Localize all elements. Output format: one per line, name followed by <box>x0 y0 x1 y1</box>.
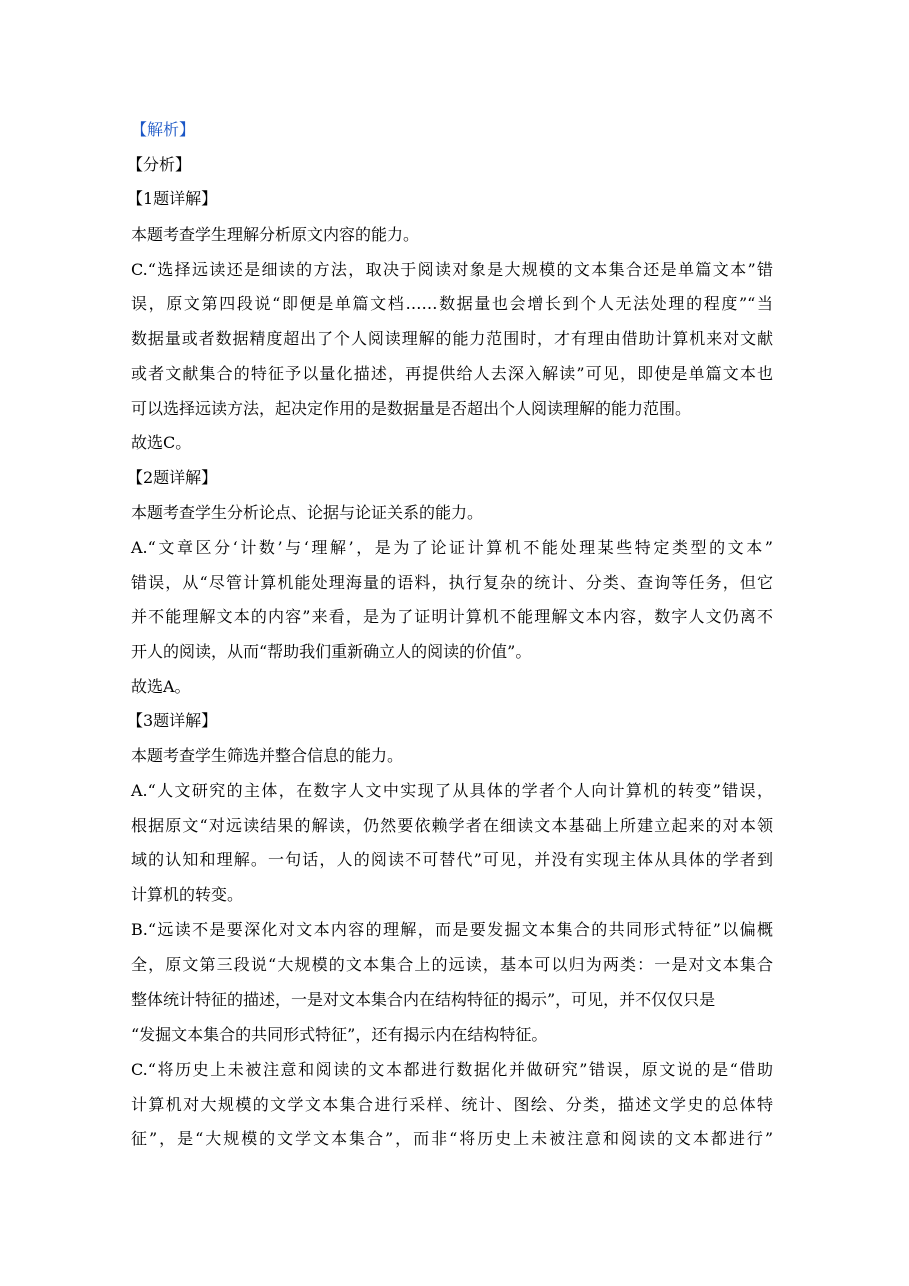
q3-a-line: 计算机的转变。 <box>131 885 244 904</box>
q1-intro: 本题考查学生理解分析原文内容的能力。 <box>131 225 420 244</box>
q1-answer: 故选C。 <box>131 433 192 452</box>
q3-b-line: 全，原文第三段说“大规模的文本集合上的远读，基本可以归为两类：一是对文本集合 <box>131 955 773 974</box>
q3-a-line: A.“人文研究的主体，在数字人文中实现了从具体的学者个人向计算机的转变”错误， <box>131 781 773 800</box>
q3-b-line: “发掘文本集合的共同形式特征”，还有揭示内在结构特征。 <box>131 1025 548 1044</box>
q2-line: 开人的阅读，从而“帮助我们重新确立人的阅读的价值”。 <box>131 642 532 661</box>
q3-c-line: 计算机对大规模的文学文本集合进行采样、统计、图绘、分类，描述文学史的总体特 <box>131 1095 773 1114</box>
q1-line: 可以选择远读方法，起决定作用的是数据量是否超出个人阅读理解的能力范围。 <box>131 399 692 418</box>
q3-a-line: 根据原文“对远读结果的解读，仍然要依赖学者在细读文本基础上所建立起来的对本领 <box>131 816 773 835</box>
q2-line: 并不能理解文本的内容”来看，是为了证明计算机不能理解文本内容，数字人文仍离不 <box>131 607 773 626</box>
q3-b-line: 整体统计特征的描述，一是对文本集合内在结构特征的揭示”，可见，并不仅仅只是 <box>131 990 716 1009</box>
q2-heading: 【2题详解】 <box>127 468 218 487</box>
q2-answer: 故选A。 <box>131 677 191 696</box>
q3-intro: 本题考查学生筛选并整合信息的能力。 <box>131 746 404 765</box>
q2-line: 错误，从“尽管计算机能处理海量的语料，执行复杂的统计、分类、查询等任务，但它 <box>131 573 773 592</box>
q1-heading: 【1题详解】 <box>127 189 218 208</box>
q3-c-line: 征”，是“大规模的文学文本集合”，而非“将历史上未被注意和阅读的文本都进行” <box>131 1129 773 1148</box>
analysis-label: 【解析】 <box>131 120 196 139</box>
q2-line: A.“文章区分‘计数’与‘理解’，是为了论证计算机不能处理某些特定类型的文本” <box>131 538 773 557</box>
q3-b-line: B.“远读不是要深化对文本内容的理解，而是要发掘文本集合的共同形式特征”以偏概 <box>131 920 773 939</box>
q1-line: 数据量或者数据精度超出了个人阅读理解的能力范围时，才有理由借助计算机来对文献 <box>131 329 773 348</box>
q3-c-line: C.“将历史上未被注意和阅读的文本都进行数据化并做研究”错误，原文说的是“借助 <box>131 1060 773 1079</box>
q1-line: 误，原文第四段说“即便是单篇文档……数据量也会增长到个人无法处理的程度”“当 <box>131 294 773 313</box>
q1-line: 或者文献集合的特征予以量化描述，再提供给人去深入解读”可见，即使是单篇文本也 <box>131 364 773 383</box>
q3-a-line: 域的认知和理解。一句话，人的阅读不可替代”可见，并没有实现主体从具体的学者到 <box>131 850 773 869</box>
q1-line: C.“选择远读还是细读的方法，取决于阅读对象是大规模的文本集合还是单篇文本”错 <box>131 260 773 279</box>
fenxi-heading: 【分析】 <box>127 155 192 174</box>
q3-heading: 【3题详解】 <box>127 711 218 730</box>
q2-intro: 本题考查学生分析论点、论据与论证关系的能力。 <box>131 503 484 522</box>
